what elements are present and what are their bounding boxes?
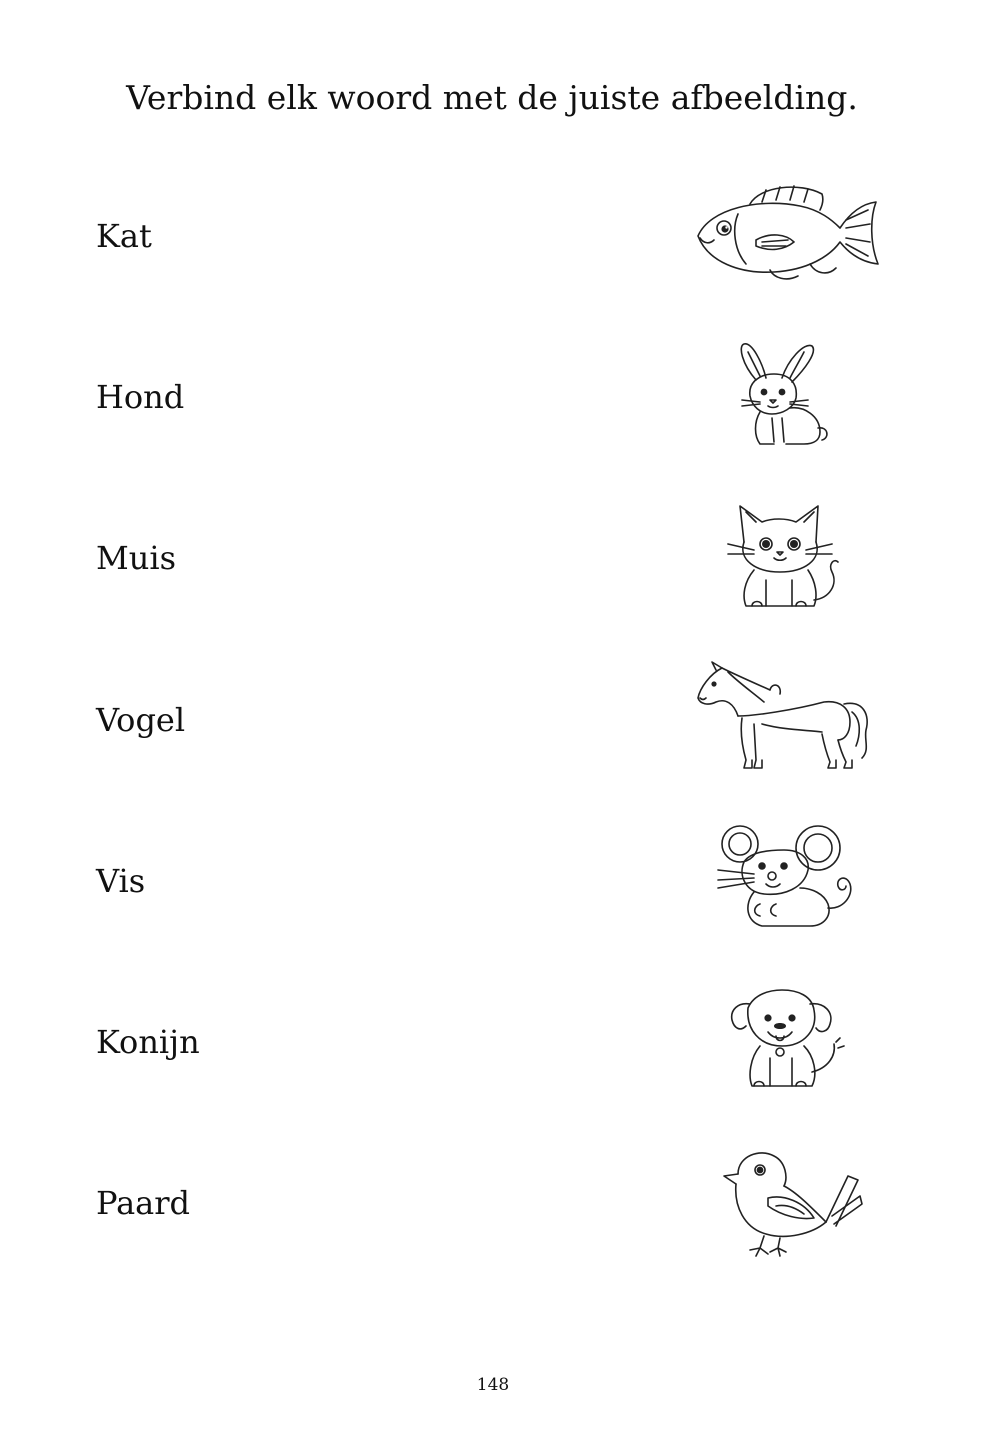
word-paard[interactable]: Paard	[96, 1184, 191, 1222]
instruction-title: Verbind elk woord met de juiste afbeelding.	[126, 78, 858, 117]
word-hond[interactable]: Hond	[96, 378, 185, 416]
mouse-icon[interactable]	[714, 822, 858, 934]
horse-icon[interactable]	[694, 660, 872, 774]
word-konijn[interactable]: Konijn	[96, 1023, 200, 1061]
rabbit-icon[interactable]	[734, 340, 834, 450]
fish-icon[interactable]	[690, 180, 882, 286]
word-muis[interactable]: Muis	[96, 539, 177, 577]
word-vogel[interactable]: Vogel	[96, 701, 186, 739]
word-vis[interactable]: Vis	[96, 862, 146, 900]
word-kat[interactable]: Kat	[96, 217, 152, 255]
bird-icon[interactable]	[720, 1146, 864, 1258]
cat-icon[interactable]	[726, 500, 842, 612]
dog-icon[interactable]	[728, 986, 848, 1094]
page-number: 148	[476, 1375, 510, 1395]
